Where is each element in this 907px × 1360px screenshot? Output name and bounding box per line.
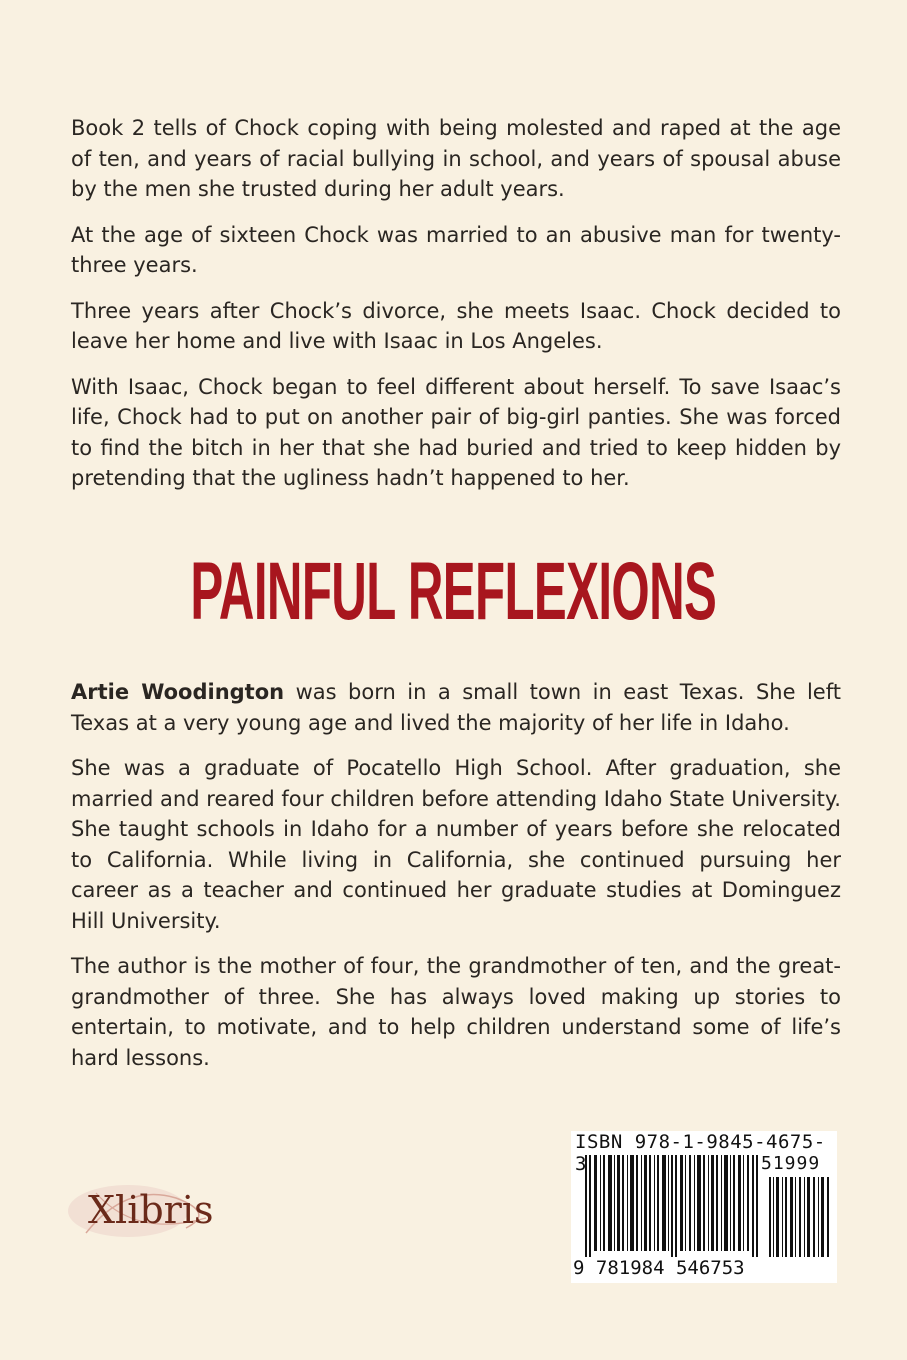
bio-paragraph-2: She was a graduate of Pocatello High School. After graduation, she married and reared four children before attending Idaho State University. She taught schools in Idaho for a number of years before she relocated to California. While living in California, she continued pursuing her career as a teacher and continued her graduate studies at Dominguez Hill University. xyxy=(71,756,841,933)
bio-paragraph-1 xyxy=(71,677,841,738)
bio-paragraph-3: The author is the mother of four, the grandmother of ten, and the great-grandmother of three. She has always loved making up stories to entertain, to motivate, and to help children understand some of life’s hard lessons. xyxy=(71,954,841,1070)
isbn-label: ISBN 978-1-9845-4675-3 xyxy=(575,1131,826,1175)
price-code: 51999 xyxy=(761,1153,821,1174)
author-name: Artie Woodington xyxy=(71,680,285,704)
blurb-paragraph-3: Three years after Chock’s divorce, she meets Isaac. Chock decided to leave her home and live with Isaac in Los Angeles. xyxy=(71,298,841,353)
book-title: PAINFUL REFLEXIONS xyxy=(190,546,717,637)
back-cover-blurb xyxy=(71,113,841,509)
blurb-paragraph-2: At the age of sixteen Chock was married to an abusive man for twenty-three years. xyxy=(71,222,841,277)
publisher-name: Xlibris xyxy=(88,1188,214,1232)
author-bio xyxy=(71,677,841,1088)
publisher-logo xyxy=(66,1178,236,1248)
blurb-paragraph-1: Book 2 tells of Chock coping with being molested and raped at the age of ten, and years of racial bullying in school, and years of spousal abuse by the men she trusted during her adult years. xyxy=(71,116,841,201)
bio-paragraph-1-text: was born in a small town in east Texas. She left Texas at a very young age and lived the majority of her life in Idaho. xyxy=(71,680,841,735)
isbn-barcode xyxy=(571,1131,837,1283)
ean-number: 9 781984 546753 xyxy=(573,1257,745,1279)
blurb-paragraph-4: With Isaac, Chock began to feel different about herself. To save Isaac’s life, Chock had to put on another pair of big-girl panties. She was forced to find the bitch in her that she had buried and tried to keep hidden by pretending that the ugliness hadn’t happened to her. xyxy=(71,374,841,490)
